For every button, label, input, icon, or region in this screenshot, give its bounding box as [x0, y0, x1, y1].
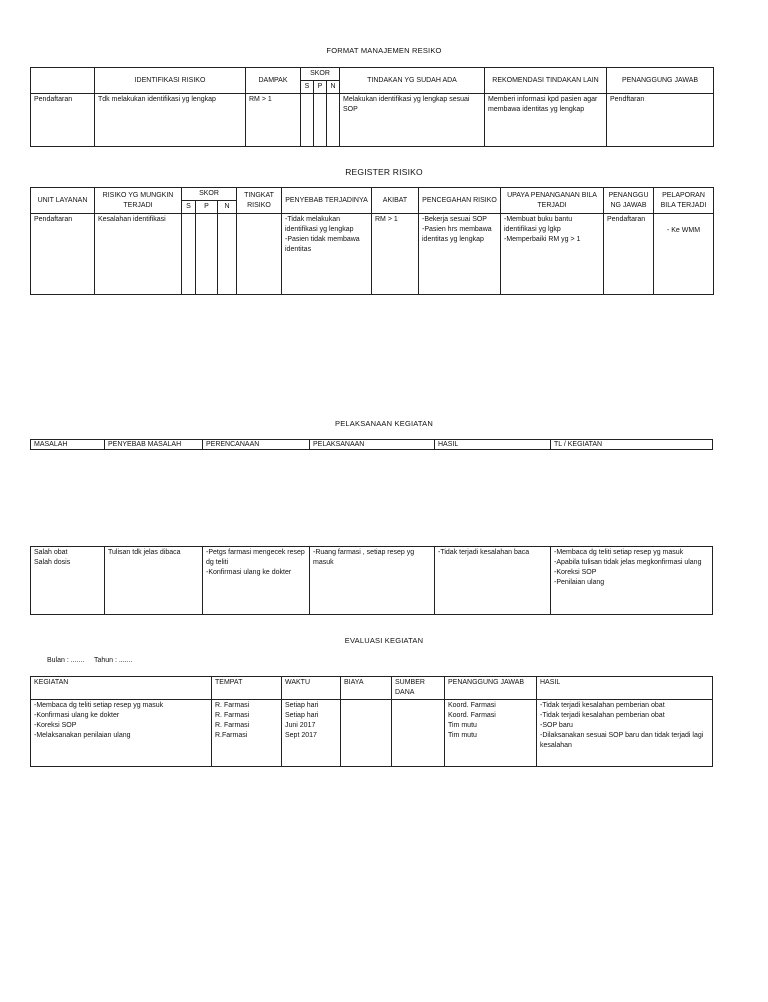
cell-tempat: R. Farmasi R. Farmasi R. Farmasi R.Farmasi [212, 700, 282, 767]
header-masalah: MASALAH [31, 440, 105, 450]
cell-hasil: -Tidak terjadi kesalahan pemberian obat -Tidak terjadi kesalahan pemberian obat -SOP baru -Dilaksanakan sesuai SOP baru dan tidak terjadi lagi kesalahan [537, 700, 713, 767]
cell-skor-n [218, 214, 237, 295]
table-row [31, 214, 714, 295]
cell-skor-p [196, 214, 218, 295]
header-tempat: TEMPAT [212, 677, 282, 700]
header-rekomendasi: REKOMENDASI TINDAKAN LAIN [485, 68, 607, 94]
cell-penanggung-jawab: Pendaftaran [604, 214, 654, 295]
cell-masalah: Salah obat Salah dosis [31, 547, 105, 615]
risk-format-header-blank [31, 68, 95, 94]
cell-penyebab-masalah: Tulisan tdk jelas dibaca [105, 547, 203, 615]
header-perencanaan: PERENCANAAN [203, 440, 310, 450]
header-hasil: HASIL [537, 677, 713, 700]
cell-unit: Pendaftaran [31, 94, 95, 147]
header-penyebab-masalah: PENYEBAB MASALAH [105, 440, 203, 450]
cell-kegiatan: -Membaca dg teliti setiap resep yg masuk -Konfirmasi ulang ke dokter -Koreksi SOP -Melaksanakan penilaian ulang [31, 700, 212, 767]
evaluasi-title: EVALUASI KEGIATAN [344, 636, 424, 645]
pelaksanaan-header-table [30, 439, 713, 450]
header-skor: SKOR [182, 188, 237, 201]
pelaksanaan-body-table [30, 546, 713, 615]
cell-hasil: -Tidak terjadi kesalahan baca [435, 547, 551, 615]
header-pelaporan: PELAPORAN BILA TERJADI [654, 188, 714, 214]
header-tl-kegiatan: TL / KEGIATAN [551, 440, 713, 450]
header-skor-n: N [327, 81, 340, 94]
cell-tindakan: Melakukan identifikasi yg lengkap sesuai SOP [340, 94, 485, 147]
header-risiko: RISIKO YG MUNGKIN TERJADI [95, 188, 182, 214]
cell-tingkat [237, 214, 282, 295]
cell-skor-s [182, 214, 196, 295]
cell-waktu: Setiap hari Setiap hari Juni 2017 Sept 2017 [282, 700, 341, 767]
header-unit-layanan: UNIT LAYANAN [31, 188, 95, 214]
cell-penanggung-jawab: Koord. Farmasi Koord. Farmasi Tim mutu Tim mutu [445, 700, 537, 767]
cell-pelaksanaan: -Ruang farmasi , setiap resep yg masuk [310, 547, 435, 615]
header-skor: SKOR [301, 68, 340, 81]
cell-tl-kegiatan: -Membaca dg teliti setiap resep yg masuk -Apabila tulisan tidak jelas megkonfirmasi ulang -Koreksi SOP -Penilaian ulang [551, 547, 713, 615]
header-sumber-dana: SUMBER DANA [392, 677, 445, 700]
header-kegiatan: KEGIATAN [31, 677, 212, 700]
header-identifikasi: IDENTIFIKASI RISIKO [95, 68, 246, 94]
header-waktu: WAKTU [282, 677, 341, 700]
evaluasi-period: Bulan : ....... Tahun : ....... [47, 657, 133, 664]
header-skor-p: P [196, 201, 218, 214]
header-penanggung-jawab: PENANGGUNG JAWAB [607, 68, 714, 94]
header-penyebab: PENYEBAB TERJADINYA [282, 188, 372, 214]
register-title: REGISTER RISIKO [345, 167, 423, 177]
risk-format-table [30, 67, 714, 147]
cell-skor-s [301, 94, 314, 147]
header-skor-s: S [301, 81, 314, 94]
header-penanggung-jawab: PENANGGU NG JAWAB [604, 188, 654, 214]
cell-perencanaan: -Petgs farmasi mengecek resep dg teliti -Konfirmasi ulang ke dokter [203, 547, 310, 615]
cell-identifikasi: Tdk melakukan identifikasi yg lengkap [95, 94, 246, 147]
header-skor-n: N [218, 201, 237, 214]
header-akibat: AKIBAT [372, 188, 419, 214]
cell-penanggung-jawab: Pendftaran [607, 94, 714, 147]
cell-sumber-dana [392, 700, 445, 767]
cell-biaya [341, 700, 392, 767]
cell-pelaporan: - Ke WMM [654, 214, 714, 295]
register-table [30, 187, 714, 295]
header-tingkat-risiko: TINGKAT RISIKO [237, 188, 282, 214]
evaluasi-table [30, 676, 713, 767]
header-biaya: BIAYA [341, 677, 392, 700]
cell-dampak: RM > 1 [246, 94, 301, 147]
table-row [31, 700, 713, 767]
pelaksanaan-title: PELAKSANAAN KEGIATAN [335, 419, 433, 428]
table-row [31, 94, 714, 147]
header-pelaksanaan: PELAKSANAAN [310, 440, 435, 450]
header-tindakan: TINDAKAN YG SUDAH ADA [340, 68, 485, 94]
table-row [31, 547, 713, 615]
header-dampak: DAMPAK [246, 68, 301, 94]
cell-pencegahan: -Bekerja sesuai SOP -Pasien hrs membawa identitas yg lengkap [419, 214, 501, 295]
cell-rekomendasi: Memberi informasi kpd pasien agar membawa identitas yg lengkap [485, 94, 607, 147]
cell-penyebab: -Tidak melakukan identifikasi yg lengkap -Pasien tidak membawa identitas [282, 214, 372, 295]
header-skor-p: P [314, 81, 327, 94]
risk-format-title: FORMAT MANAJEMEN RESIKO [326, 46, 442, 55]
header-penanggung-jawab: PENANGGUNG JAWAB [445, 677, 537, 700]
header-skor-s: S [182, 201, 196, 214]
header-upaya: UPAYA PENANGANAN BILA TERJADI [501, 188, 604, 214]
header-pencegahan: PENCEGAHAN RISIKO [419, 188, 501, 214]
cell-unit: Pendaftaran [31, 214, 95, 295]
header-hasil: HASIL [435, 440, 551, 450]
cell-skor-n [327, 94, 340, 147]
cell-risiko: Kesalahan identifikasi [95, 214, 182, 295]
cell-skor-p [314, 94, 327, 147]
cell-upaya: -Membuat buku bantu identifikasi yg lgkp -Memperbaiki RM yg > 1 [501, 214, 604, 295]
cell-akibat: RM > 1 [372, 214, 419, 295]
